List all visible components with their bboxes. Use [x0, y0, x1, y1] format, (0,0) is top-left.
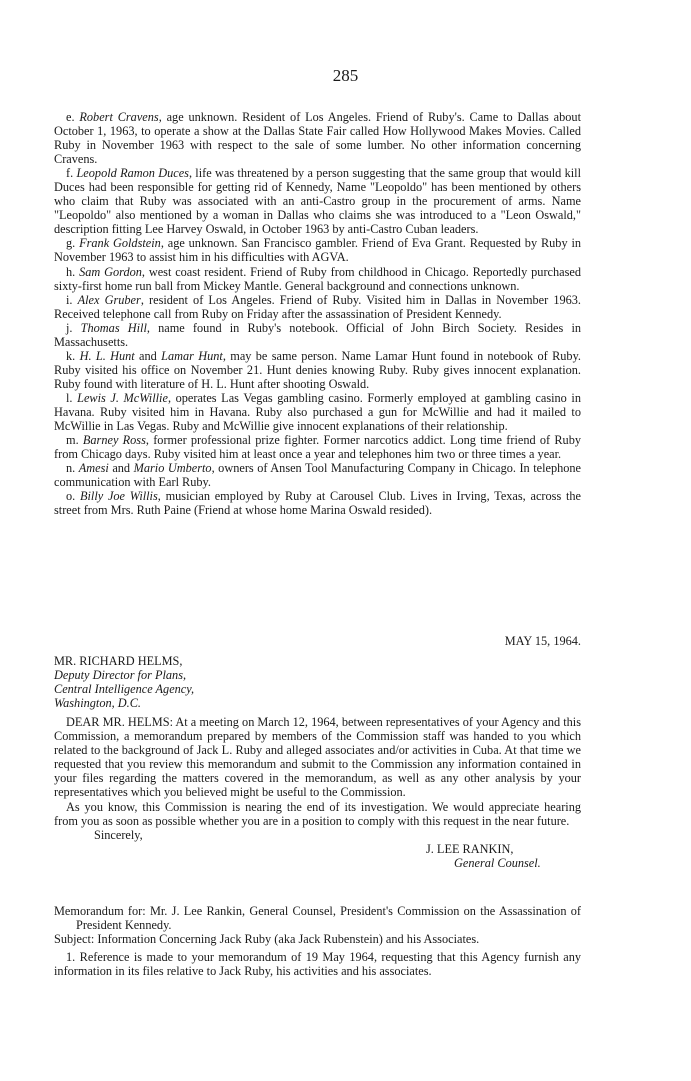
- entry-text: , former professional prize fighter. Former narcotics addict. Long time friend of Ruby from Chicago days. Ruby visited him at least once a year and telephones him two or three times a year.: [54, 433, 581, 462]
- entry-h: [54, 265, 581, 293]
- memo-for-line: Memorandum for: Mr. J. Lee Rankin, General Counsel, President's Commission on the Assassination of President Kennedy.: [54, 904, 581, 933]
- entry-name: H. L. Hunt: [79, 348, 135, 363]
- entry-conjunction: and: [108, 461, 134, 476]
- entry-letter: e.: [66, 110, 75, 124]
- entry-text: , may be same person. Name Lamar Hunt found in notebook of Ruby. Ruby visited his office on November 21. Hunt denies knowing Ruby. Ruby gives innocent explanation. Ruby found with literature of H. L. Hunt after shooting Oswald.: [54, 348, 582, 391]
- address-line: Deputy Director for Plans,: [54, 668, 187, 683]
- entry-i: [54, 293, 581, 321]
- signer-name: J. LEE RANKIN,: [426, 841, 514, 856]
- entry-letter: i.: [66, 292, 73, 307]
- entry-name: Frank Goldstein: [79, 236, 161, 251]
- memo-paragraph: 1. Reference is made to your memorandum of 19 May 1964, requesting that this Agency furnish any information in its files relative to Jack Ruby, his activities and his associates.: [54, 950, 581, 979]
- entry-letter: l.: [66, 390, 73, 405]
- entry-name: Mario Umberto: [133, 461, 212, 476]
- entry-letter: j.: [66, 320, 73, 335]
- memorandum: [54, 904, 581, 978]
- entry-letter: o.: [66, 489, 76, 504]
- letter-body: : At a meeting on March 12, 1964, between representatives of your Agency and this Commission, a memorandum prepared by members of the Commission staff was handed to you which related to the background of Jack L. Ruby and alleged associates and/or activities in Cuba. At that time we requested that you review this memorandum and submit to the Commission any information contained in your files regarding the matters covered in the memorandum, as well as any other analysis by your representatives which you believed might be useful to the Commission.: [54, 715, 582, 800]
- entry-text: , name found in Ruby's notebook. Official of John Birch Society. Resides in Massachusetts.: [54, 320, 582, 349]
- entry-text: , owners of Ansen Tool Manufacturing Company in Chicago. In telephone communication with Earl Ruby.: [54, 461, 582, 490]
- entry-letter: m.: [66, 433, 79, 448]
- entry-name: Amesi: [78, 461, 109, 476]
- entry-m: [54, 433, 581, 461]
- letter: [54, 634, 581, 870]
- addressee: MR. RICHARD HELMS,: [54, 654, 183, 669]
- entry-name: Leopold Ramon Duces: [76, 166, 189, 181]
- entry-text: , operates Las Vegas gambling casino. Formerly employed at gambling casino in Havana. Ruby visited him in Havana. Ruby also purchased a gun for McWillie and had it mailed to McWillie in Las Vegas. Ruby and McWillie give innocent explanations of their relationship.: [54, 390, 581, 434]
- entry-letter: n.: [66, 461, 76, 476]
- entry-text: , west coast resident. Friend of Ruby from childhood in Chicago. Reportedly purchased sixty-first home run ball from Mickey Mantle. General background and connections unknown.: [54, 264, 581, 293]
- letter-paragraph: [54, 715, 581, 799]
- signer-title: General Counsel.: [454, 855, 541, 870]
- salutation: DEAR MR. HELMS: [66, 715, 170, 730]
- entry-text: , life was threatened by a person suggesting that the same group that would kill Duces had been responsible for getting rid of Kennedy, Name "Leopoldo" has been mentioned by others who claim that Ruby was associated with an anti-Castro group in the procurement of arms. Name "Leopoldo" also mentioned by a woman in Dallas who claims she was introduced to a "Leon Oswald," description fitting Lee Harvey Oswald, in October 1963 by anti-Castro Cuban leaders.: [54, 166, 581, 237]
- entry-conjunction: and: [134, 348, 162, 363]
- entry-j: [54, 321, 581, 349]
- memo-subject-line: Subject: Information Concerning Jack Ruby (aka Jack Rubenstein) and his Associates.: [54, 932, 480, 947]
- entry-name: Sam Gordon: [79, 264, 142, 279]
- entry-name: Lamar Hunt: [161, 348, 223, 363]
- letter-paragraph: As you know, this Commission is nearing the end of its investigation. We would appreciate hearing from you as soon as possible whether you are in a position to comply with this request in the near future.: [54, 799, 581, 828]
- entry-name: Lewis J. McWillie: [77, 390, 168, 405]
- letter-closing: Sincerely,: [94, 827, 143, 842]
- associates-list: [54, 110, 581, 517]
- entry-k: [54, 349, 581, 391]
- entry-name: Thomas Hill: [80, 320, 147, 335]
- entry-text: , resident of Los Angeles. Friend of Ruby. Visited him in Dallas in November 1963. Received telephone call from Ruby on Friday after the assassination of President Kennedy.: [54, 292, 582, 321]
- entry-name: Robert Cravens: [79, 110, 159, 124]
- entry-o: [54, 489, 581, 517]
- entry-name: Barney Ross: [82, 433, 146, 448]
- entry-name: Billy Joe Willis: [79, 489, 158, 504]
- entry-text: , age unknown. Resident of Los Angeles. Friend of Ruby's. Came to Dallas about October 1, 1963, to operate a show at the Dallas State Fair called How Hollywood Makes Movies. Called Ruby in November 1963 with respect to the sale of some lumber. No other information concerning Cravens.: [54, 110, 582, 167]
- address-line: Central Intelligence Agency,: [54, 682, 195, 697]
- entry-letter: h.: [66, 264, 76, 279]
- entry-text: , musician employed by Ruby at Carousel Club. Lives in Irving, Texas, across the street from Mrs. Ruth Paine (Friend at whose home Marina Oswald resided).: [54, 489, 581, 518]
- entry-f: [54, 166, 581, 236]
- entry-letter: g.: [66, 236, 76, 251]
- entry-l: [54, 391, 581, 433]
- entry-text: , age unknown. San Francisco gambler. Friend of Eva Grant. Requested by Ruby in November 1963 to assist him in his difficulties with AGVA.: [54, 236, 582, 265]
- entry-letter: k.: [66, 348, 76, 363]
- entry-letter: f.: [66, 166, 74, 181]
- letter-date: MAY 15, 1964.: [504, 634, 581, 648]
- address-line: Washington, D.C.: [54, 696, 142, 711]
- entry-e: [54, 110, 581, 166]
- entry-n: [54, 461, 581, 489]
- entry-g: [54, 236, 581, 264]
- entry-name: Alex Gruber: [77, 292, 141, 307]
- page-number: 285: [332, 66, 359, 85]
